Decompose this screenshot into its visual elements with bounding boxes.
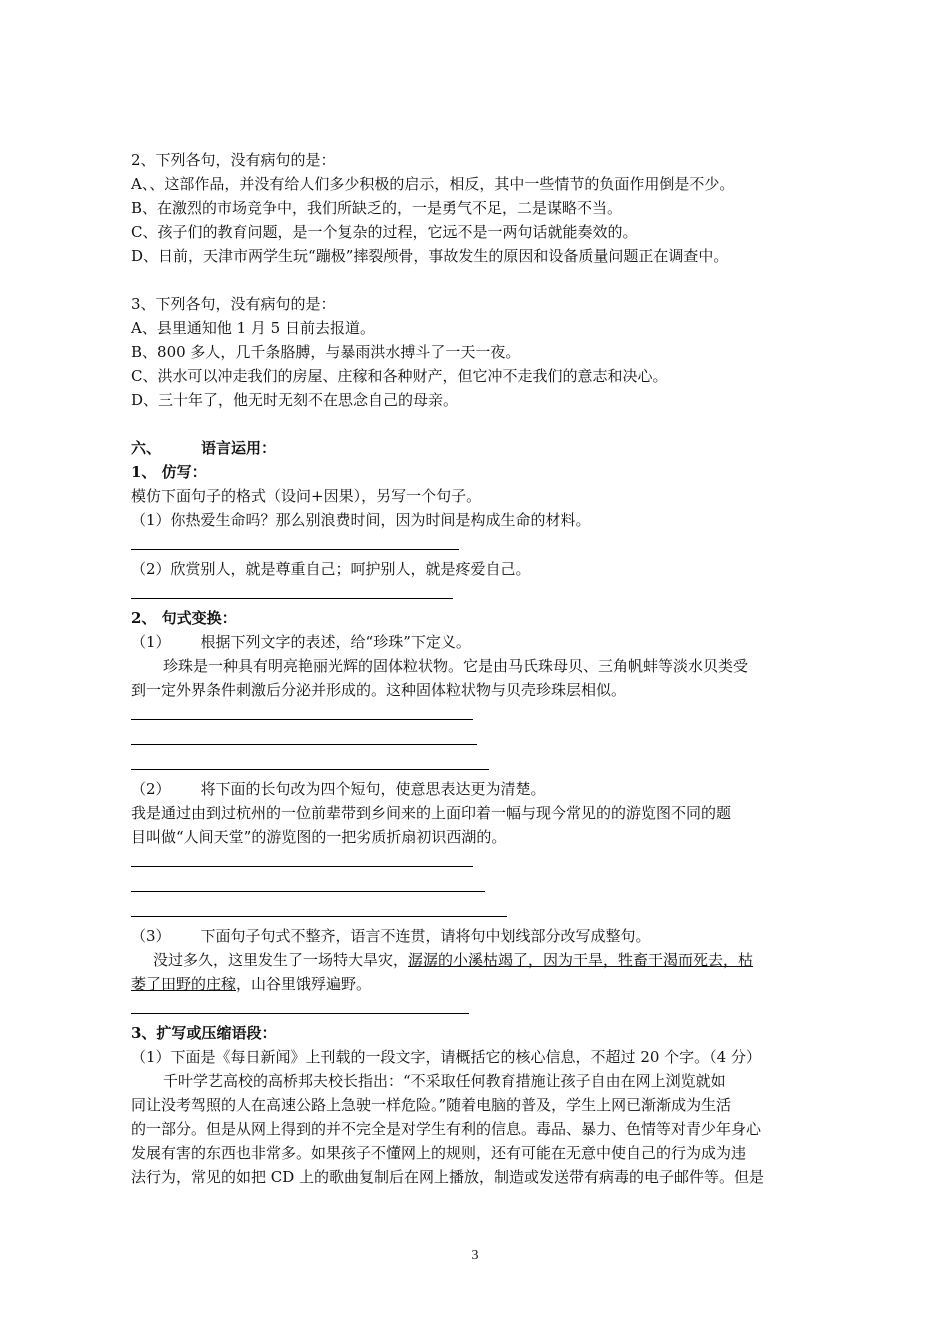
answer-line[interactable]: [131, 581, 453, 599]
q3-option-b: B、800 多人，几千条胳膊，与暴雨洪水搏斗了一天一夜。: [131, 343, 521, 361]
sub1-paragraph-line2: 到一定外界条件刺激后分泌并形成的。这种固体粒状物与贝壳珍珠层相似。: [131, 681, 627, 699]
answer-line[interactable]: [131, 849, 473, 867]
part3-paragraph-line4: 发展有害的东西也非常多。如果孩子不懂网上的规则，还有可能在无意中使自己的行为成为违: [131, 1144, 747, 1162]
sub3-paragraph-line2: [131, 972, 821, 996]
answer-line[interactable]: [131, 874, 485, 892]
sub1-text: 根据下列文字的表述，给“珍珠”下定义。: [200, 633, 471, 651]
answer-line[interactable]: [131, 899, 507, 917]
sub2-paragraph-line2: 目叫做“人间天堂”的游览图的一把劣质折扇初识西湖的。: [131, 828, 507, 846]
q3-title: 3、下列各句，没有病句的是：: [131, 295, 336, 313]
answer-line[interactable]: [131, 752, 489, 770]
q2-title: 2、下列各句，没有病句的是：: [131, 151, 336, 169]
sub3-paragraph-line1: [131, 948, 821, 972]
q2-option-c: C、孩子们的教育问题，是一个复杂的过程，它远不是一两句话就能奏效的。: [131, 223, 638, 241]
sub3-underlined-text: 潺潺的小溪枯竭了，因为干旱，牲畜干渴而死去，枯: [408, 951, 754, 969]
document-page: [131, 148, 821, 1189]
q2-option-d: D、日前，天津市两学生玩“蹦极”摔裂颅骨，事故发生的原因和设备质量问题正在调查中。: [131, 247, 729, 265]
q2-option-b: B、在激烈的市场竞争中，我们所缺乏的，一是勇气不足，二是谋略不当。: [131, 199, 623, 217]
sub1-number: （1）: [131, 633, 171, 651]
section6-title: 语言运用：: [201, 439, 277, 457]
part3-paragraph-line1: 千叶学艺高校的高桥邦夫校长指出：“不采取任何教育措施让孩子自由在网上浏览就如: [163, 1072, 726, 1090]
sub3-text: 下面句子句式不整齐，语言不连贯，请将句中划线部分改写成整句。: [200, 927, 651, 945]
answer-line[interactable]: [131, 996, 469, 1014]
part3-title: 3、扩写或压缩语段：: [131, 1024, 277, 1042]
page-number: 3: [471, 1248, 479, 1263]
part1-title: 1、 仿写：: [131, 463, 207, 481]
answer-line[interactable]: [131, 532, 459, 550]
part2-sub1: [131, 630, 821, 654]
q2-option-a: A、、这部作品，并没有给人们多少积极的启示，相反，其中一些情节的负面作用倒是不少。: [131, 175, 735, 193]
sub2-paragraph-line1: 我是通过由到过杭州的一位前辈带到乡间来的上面印着一幅与现今常见的的游览图不同的题: [131, 804, 732, 822]
sub3-plain-text: 没过多久，这里发生了一场特大旱灾，: [153, 951, 409, 969]
part3-paragraph-line2: 同让没考驾照的人在高速公路上急驶一样危险。”随着电脑的普及，学生上网已渐渐成为生活: [131, 1096, 732, 1114]
part3-paragraph-line3: 的一部分。但是从网上得到的并不完全是对学生有利的信息。毒品、暴力、色情等对青少年身心: [131, 1120, 762, 1138]
sub3-underlined-text: 萎了田野的庄稼: [131, 975, 237, 993]
part2-sub2: [131, 777, 821, 801]
sub3-number: （3）: [131, 927, 171, 945]
q3-option-a: A、县里通知他 1 月 5 日前去报道。: [131, 319, 375, 337]
part2-title: 2、 句式变换：: [131, 609, 237, 627]
section6-heading: [131, 436, 821, 460]
sub1-paragraph-line1: 珍珠是一种具有明亮艳丽光辉的固体粒状物。它是由马氏珠母贝、三角帆蚌等淡水贝类受: [163, 657, 749, 675]
part1-item1: （1）你热爱生命吗？那么别浪费时间，因为时间是构成生命的材料。: [131, 511, 591, 529]
answer-line[interactable]: [131, 727, 477, 745]
part1-intro: 模仿下面句子的格式（设问+因果），另写一个句子。: [131, 487, 482, 505]
q3-option-c: C、洪水可以冲走我们的房屋、庄稼和各种财产，但它冲不走我们的意志和决心。: [131, 367, 668, 385]
sub2-text: 将下面的长句改为四个短句，使意思表达更为清楚。: [200, 780, 546, 798]
part2-sub3: [131, 924, 821, 948]
sub2-number: （2）: [131, 780, 171, 798]
answer-line[interactable]: [131, 702, 473, 720]
section6-number: 六、: [131, 439, 162, 457]
part3-item1: （1）下面是《每日新闻》上刊载的一段文字，请概括它的核心信息，不超过 20 个字。（4 分）: [131, 1048, 761, 1066]
part1-item2: （2）欣赏别人，就是尊重自己；呵护别人，就是疼爱自己。: [131, 560, 531, 578]
q3-option-d: D、三十年了，他无时无刻不在思念自己的母亲。: [131, 391, 459, 409]
part3-paragraph-line5: 法行为，常见的如把 CD 上的歌曲复制后在网上播放，制造或发送带有病毒的电子邮件等。但是: [131, 1168, 765, 1186]
sub3-plain-text: ，山谷里饿殍遍野。: [236, 975, 372, 993]
